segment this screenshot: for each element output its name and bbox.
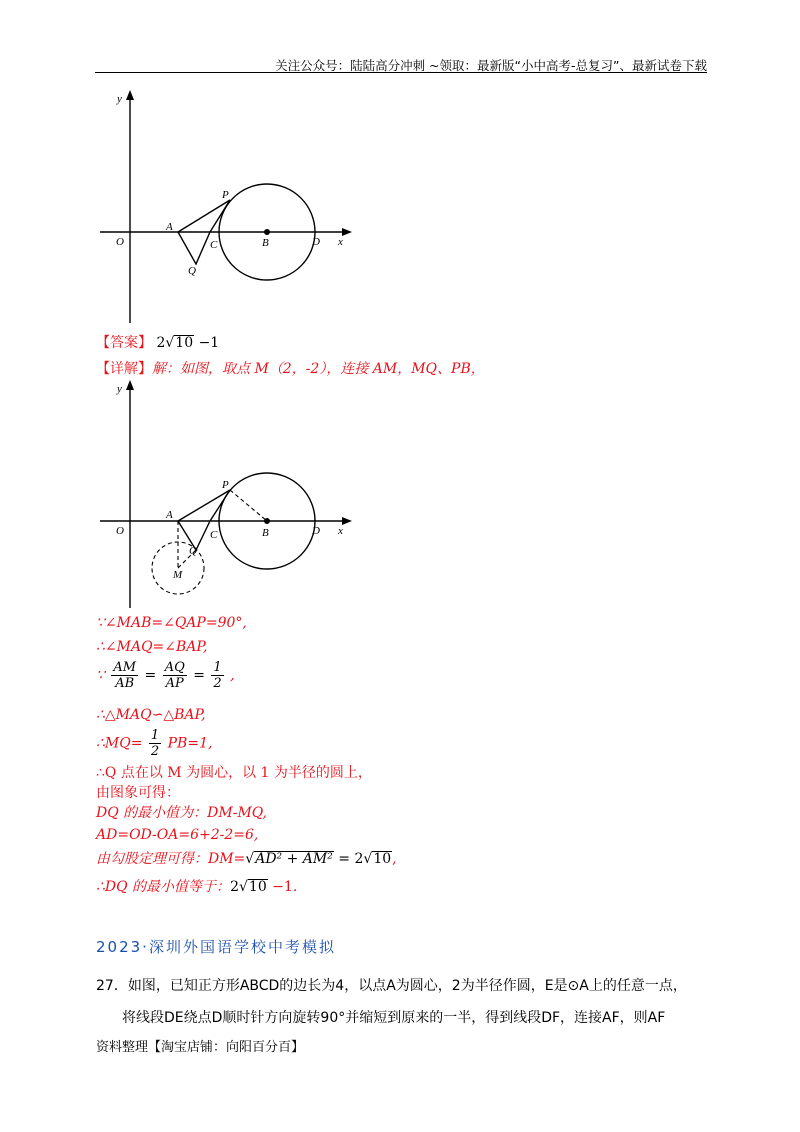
answer-coef: 2 bbox=[156, 335, 166, 351]
point-b-label: B bbox=[262, 237, 269, 249]
fraction-am-ab: $\frac{AM}{AB}$ bbox=[113, 660, 137, 691]
solution-line-4: ∴△MAQ∽△BAP, bbox=[96, 707, 206, 723]
point-c-label: C bbox=[210, 239, 218, 251]
point-p-label: P bbox=[222, 479, 229, 491]
solution-line-7: 由图象可得： bbox=[96, 785, 180, 801]
detail-tag: 【详解】 bbox=[96, 361, 152, 377]
point-d-label: D bbox=[312, 236, 320, 248]
point-a-label: A bbox=[166, 509, 173, 521]
point-q-label: Q bbox=[189, 545, 197, 557]
solution-line-1: ∵∠MAB=∠QAP=90°, bbox=[96, 615, 247, 631]
fraction-aq-ap: $\frac{AQ}{AP}$ bbox=[164, 660, 185, 691]
point-d-label: D bbox=[312, 525, 320, 537]
solution-line-11: ∴DQ 的最小值等于：2√10 −1. bbox=[96, 879, 298, 895]
solution-line-2: ∴∠MAQ=∠BAP, bbox=[96, 639, 208, 655]
answer-tag: 【答案】 bbox=[96, 335, 152, 351]
question-line-1: 27．如图，已知正方形ABCD的边长为4，以点A为圆心，2为半径作圆，E是⊙A上的任意一点， bbox=[96, 978, 687, 994]
axis-y-label: y bbox=[117, 383, 122, 395]
header-divider bbox=[95, 72, 707, 73]
point-q-label: Q bbox=[188, 265, 196, 277]
point-c-label: C bbox=[210, 529, 218, 541]
point-b-label: B bbox=[262, 527, 269, 539]
solution-line-10: 由勾股定理可得：DM=√AD² + AM² = 2√10, bbox=[96, 851, 397, 867]
solution-line-6: ∴Q 点在以 M 为圆心，以 1 为半径的圆上， bbox=[96, 765, 372, 781]
answer-tail: −1 bbox=[198, 335, 220, 351]
solution-line-5: ∴MQ= $\frac{1}{2}$ PB=1, bbox=[96, 728, 213, 759]
point-a-label: A bbox=[166, 221, 173, 233]
solution-line-8: DQ 的最小值为：DM-MQ, bbox=[96, 805, 268, 821]
page-footer: 资料整理【淘宝店铺：向阳百分百】 bbox=[96, 1040, 305, 1055]
fraction-half: $\frac{1}{2}$ bbox=[150, 728, 160, 759]
answer-radicand: 10 bbox=[175, 335, 194, 351]
fraction-one-half: $\frac{1}{2}$ bbox=[213, 660, 222, 691]
axis-y-label: y bbox=[117, 93, 122, 105]
answer-line: 【答案】 2√10 −1 bbox=[96, 335, 220, 351]
radicand-ad-am: AD² + AM² bbox=[255, 851, 333, 867]
point-m-label: M bbox=[173, 569, 183, 581]
solution-line-3: ∵ $\frac{AM}{AB}$ = $\frac{AQ}{AP}$ = $\frac{1}{2}$ , bbox=[96, 660, 235, 691]
origin-label: O bbox=[116, 236, 124, 248]
origin-label: O bbox=[116, 525, 124, 537]
page-header: 关注公众号：陆陆高分冲刺 ~领取：最新版“小中高考-总复习”、最新试卷下载 bbox=[275, 58, 707, 73]
axis-x-label: x bbox=[338, 236, 343, 248]
axis-x-label: x bbox=[338, 525, 343, 537]
figure-2 bbox=[100, 378, 360, 610]
point-p-label: P bbox=[222, 189, 229, 201]
section-title: 2023·深圳外国语学校中考模拟 bbox=[96, 938, 336, 956]
solution-line-9: AD=OD-OA=6+2-2=6, bbox=[96, 827, 259, 843]
because-symbol: ∵ bbox=[96, 667, 105, 684]
detail-line bbox=[96, 360, 485, 378]
detail-text: 解：如图，取点 M（2，-2），连接 AM，MQ、PB， bbox=[152, 361, 485, 377]
question-line-2: 将线段DE绕点D顺时针方向旋转90°并缩短到原来的一半，得到线段DF，连接AF，则AF bbox=[122, 1010, 666, 1026]
figure-1 bbox=[100, 88, 360, 328]
